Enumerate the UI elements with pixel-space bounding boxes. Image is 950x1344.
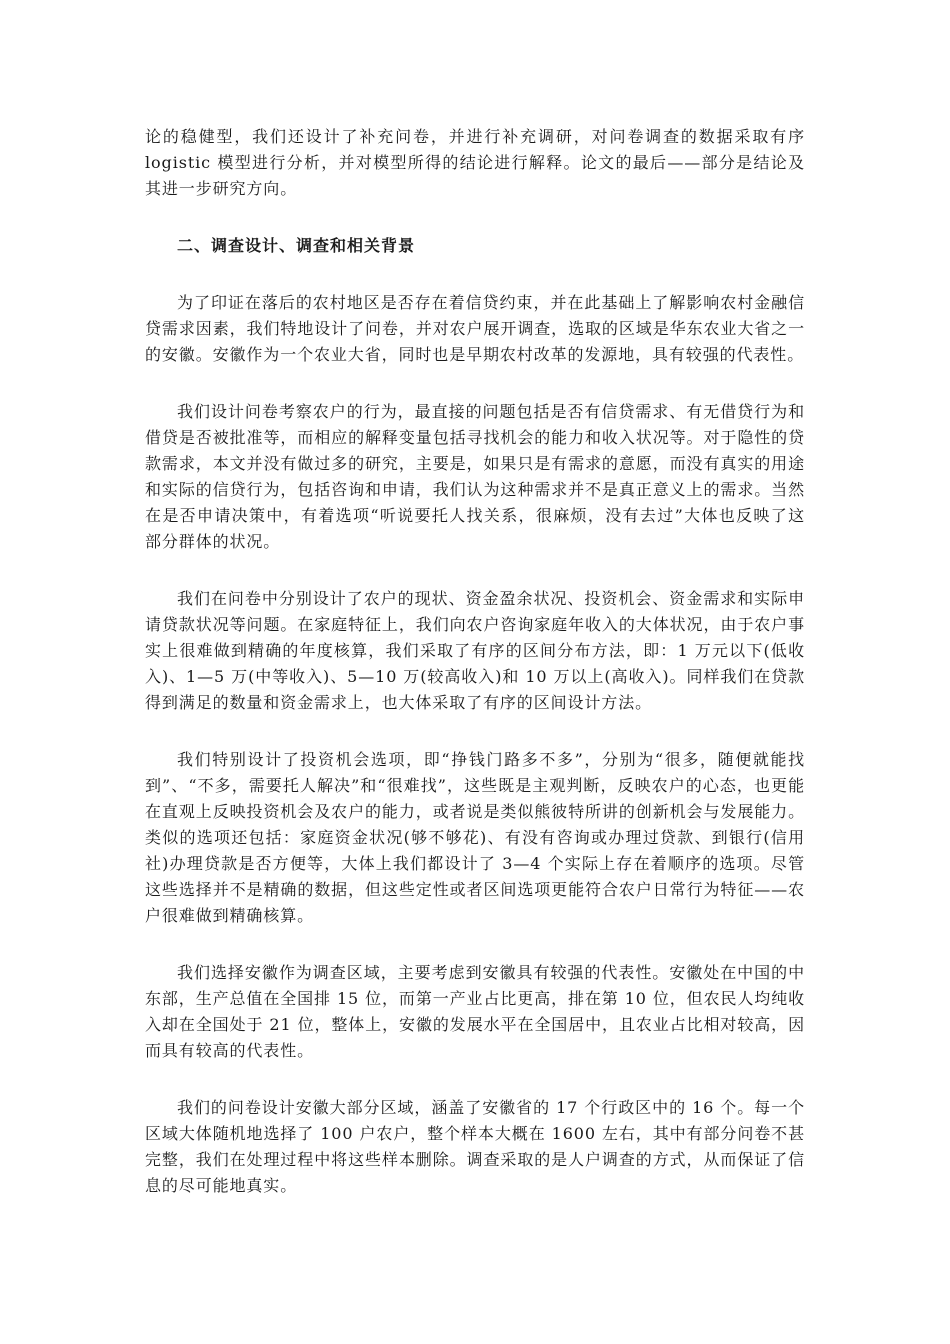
- section-heading: 二、调查设计、调查和相关背景: [177, 236, 416, 255]
- paragraph-survey-purpose: 为了印证在落后的农村地区是否存在着信贷约束，并在此基础上了解影响农村金融信贷需求因素，我们特地设计了问卷，并对农户展开调查，选取的区域是华东农业大省之一的安徽。安徽作为一个农业大省，同时也是早期农村改革的发源地，具有较强的代表性。: [145, 293, 805, 364]
- paragraph-household-income: 我们在问卷中分别设计了农户的现状、资金盈余状况、投资机会、资金需求和实际申请贷款状况等问题。在家庭特征上，我们向农户咨询家庭年收入的大体状况，由于农户事实上很难做到精确的年度核算，我们采取了有序的区间分布方法，即：1 万元以下(低收入)、1—5 万(中等收入)、5—10 万(较高收入)和 10 万以上(高收入)。同样我们在贷款得到满足的数量和资金需求上，也大体采取了有序的区间设计方法。: [145, 589, 805, 712]
- document-page: [145, 124, 805, 1199]
- paragraph-questionnaire-design: 我们设计问卷考察农户的行为，最直接的问题包括是否有信贷需求、有无借贷行为和借贷是否被批准等，而相应的解释变量包括寻找机会的能力和收入状况等。对于隐性的贷款需求，本文并没有做过多的研究，主要是，如果只是有需求的意愿，而没有真实的用途和实际的信贷行为，包括咨询和申请，我们认为这种需求并不是真正意义上的需求。当然在是否申请决策中，有着选项“听说要托人找关系，很麻烦，没有去过”大体也反映了这部分群体的状况。: [145, 402, 805, 551]
- paragraph-sample-coverage: 我们的问卷设计安徽大部分区域，涵盖了安徽省的 17 个行政区中的 16 个。每一个区域大体随机地选择了 100 户农户，整个样本大概在 1600 左右，其中有部分问卷不甚完整，我们在处理过程中将这些样本删除。调查采取的是人户调查的方式，从而保证了信息的尽可能地真实。: [145, 1098, 805, 1195]
- paragraph-investment-options: 我们特别设计了投资机会选项，即“挣钱门路多不多”，分别为“很多，随便就能找到”、“不多，需要托人解决”和“很难找”，这些既是主观判断，反映农户的心态，也更能在直观上反映投资机会及农户的能力，或者说是类似熊彼特所讲的创新机会与发展能力。类似的选项还包括：家庭资金状况(够不够花)、有没有咨询或办理过贷款、到银行(信用社)办理贷款是否方便等，大体上我们都设计了 3—4 个实际上存在着顺序的选项。尽管这些选择并不是精确的数据，但这些定性或者区间选项更能符合农户日常行为特征——农户很难做到精确核算。: [145, 750, 805, 925]
- paragraph-intro-continuation: 论的稳健型，我们还设计了补充问卷，并进行补充调研，对问卷调查的数据采取有序 logistic 模型进行分析，并对模型所得的结论进行解释。论文的最后——部分是结论及其进一步研究方向。: [145, 127, 805, 198]
- paragraph-anhui-representativeness: 我们选择安徽作为调查区域，主要考虑到安徽具有较强的代表性。安徽处在中国的中东部，生产总值在全国排 15 位，而第一产业占比更高，排在第 10 位，但农民人均纯收入却在全国处于 21 位，整体上，安徽的发展水平在全国居中，且农业占比相对较高，因而具有较高的代表性。: [145, 963, 805, 1060]
